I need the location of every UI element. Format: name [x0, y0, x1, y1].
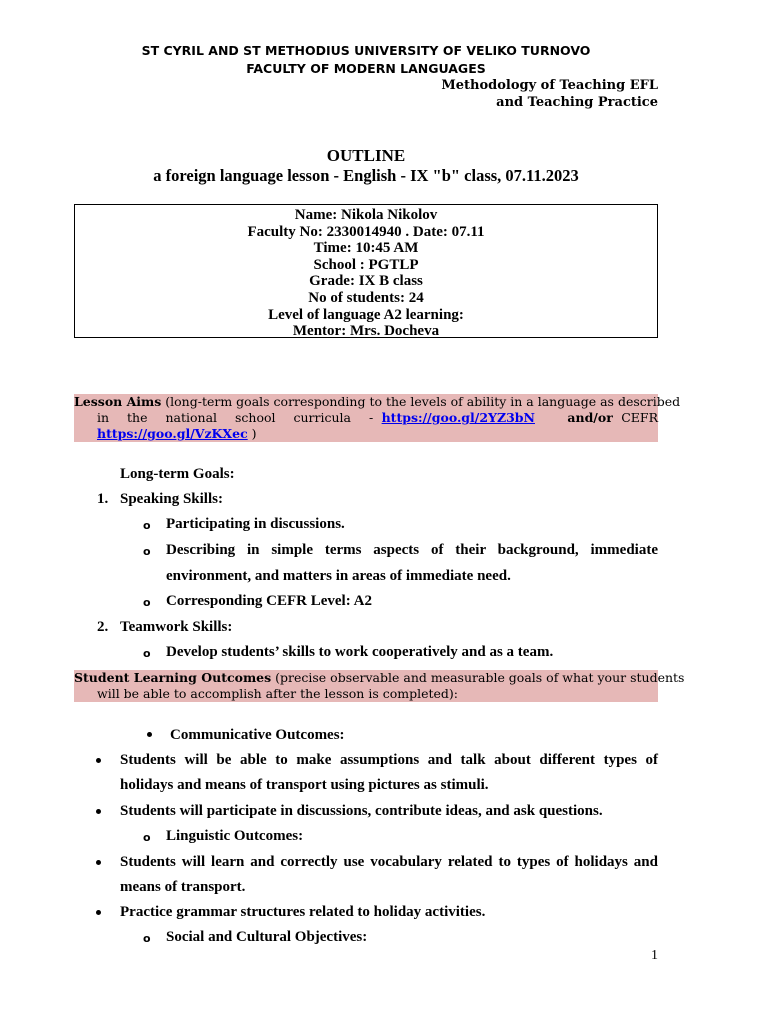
outcome-vocabulary-line2: means of transport.: [120, 879, 246, 895]
outline-title: OUTLINE: [326, 146, 406, 165]
list-number-1: 1.: [97, 491, 109, 507]
learning-outcomes-desc: (precise observable and measurable goals of what your students: [271, 670, 685, 685]
outcome-assumptions-line1: Students will be able to make assumptions and talk about different types of: [120, 752, 658, 768]
bullet-dot-icon: [96, 809, 101, 814]
and-or-text: and/or: [567, 410, 613, 425]
info-grade: Grade: IX B class: [309, 273, 423, 290]
teamwork-skills-title: Teamwork Skills:: [120, 619, 233, 635]
learning-outcomes-label: Student Learning Outcomes: [74, 670, 272, 685]
outcome-discussions: Students will participate in discussions, contribute ideas, and ask questions.: [120, 803, 603, 819]
bullet-dot-icon: [96, 860, 101, 865]
outline-subtitle: a foreign language lesson - English - IX "b" class, 07.11.2023: [153, 166, 579, 185]
bullet-o-icon: o: [143, 545, 151, 558]
outcome-vocabulary-line1: Students will learn and correctly use vocabulary related to types of holidays and: [120, 854, 658, 870]
communicative-outcomes-heading: Communicative Outcomes:: [170, 727, 345, 743]
course-title-line1: Methodology of Teaching EFL: [441, 78, 658, 93]
bullet-dot-icon: [96, 758, 101, 763]
cefr-text: CEFR: [621, 410, 658, 425]
bullet-o-icon: o: [143, 647, 151, 660]
university-name: ST CYRIL AND ST METHODIUS UNIVERSITY OF VELIKO TURNOVO: [141, 43, 591, 58]
long-term-goals-heading: Long-term Goals:: [120, 466, 235, 482]
bullet-o-icon: o: [143, 932, 151, 945]
bullet-o-icon: o: [143, 519, 151, 532]
outcome-grammar: Practice grammar structures related to holiday activities.: [120, 904, 486, 920]
speaking-skills-title: Speaking Skills:: [120, 491, 223, 507]
goal-item-describing-line1: Describing in simple terms aspects of their background, immediate: [166, 542, 658, 558]
goal-item-cefr-level: Corresponding CEFR Level: A2: [166, 593, 372, 609]
info-students: No of students: 24: [308, 289, 424, 306]
goal-item-describing-line2: environment, and matters in areas of immediate need.: [166, 568, 511, 584]
bullet-o-icon: o: [143, 596, 151, 609]
curricula-link[interactable]: https://goo.gl/2YZ3bN: [381, 410, 535, 425]
course-title-line2: and Teaching Practice: [496, 95, 658, 110]
goal-item-teamwork: Develop students’ skills to work cooperatively and as a team.: [166, 644, 554, 660]
goal-item-discussions: Participating in discussions.: [166, 516, 345, 532]
list-number-2: 2.: [97, 619, 109, 635]
learning-outcomes-desc-2: will be able to accomplish after the lesson is completed):: [97, 686, 458, 701]
lesson-aims-block: [74, 394, 681, 442]
info-time: Time: 10:45 AM: [313, 240, 419, 257]
linguistic-outcomes-heading: Linguistic Outcomes:: [166, 828, 304, 844]
bullet-dot-icon: [96, 910, 101, 915]
lesson-aims-desc-2: in the national school curricula -: [97, 410, 374, 425]
lesson-aims-label: Lesson Aims: [74, 394, 162, 409]
lesson-aims-close: ): [247, 426, 257, 441]
info-school: School : PGTLP: [313, 256, 419, 273]
info-mentor: Mentor: Mrs. Docheva: [292, 323, 440, 340]
bullet-dot-icon: [147, 732, 152, 737]
info-level: Level of language A2 learning:: [268, 306, 464, 323]
lesson-aims-desc: (long-term goals corresponding to the levels of ability in a language as described: [161, 394, 681, 409]
social-cultural-heading: Social and Cultural Objectives:: [166, 929, 368, 945]
page-number: 1: [651, 948, 658, 963]
info-name: Name: Nikola Nikolov: [294, 207, 438, 223]
faculty-name: FACULTY OF MODERN LANGUAGES: [246, 61, 486, 76]
outcome-assumptions-line2: holidays and means of transport using pictures as stimuli.: [120, 777, 489, 793]
learning-outcomes-block: [74, 670, 685, 702]
bullet-o-icon: o: [143, 831, 151, 844]
lesson-info-box: [74, 204, 658, 338]
cefr-link[interactable]: https://goo.gl/VzKXec: [97, 426, 248, 441]
info-faculty-no: Faculty No: 2330014940 . Date: 07.11: [247, 223, 485, 240]
